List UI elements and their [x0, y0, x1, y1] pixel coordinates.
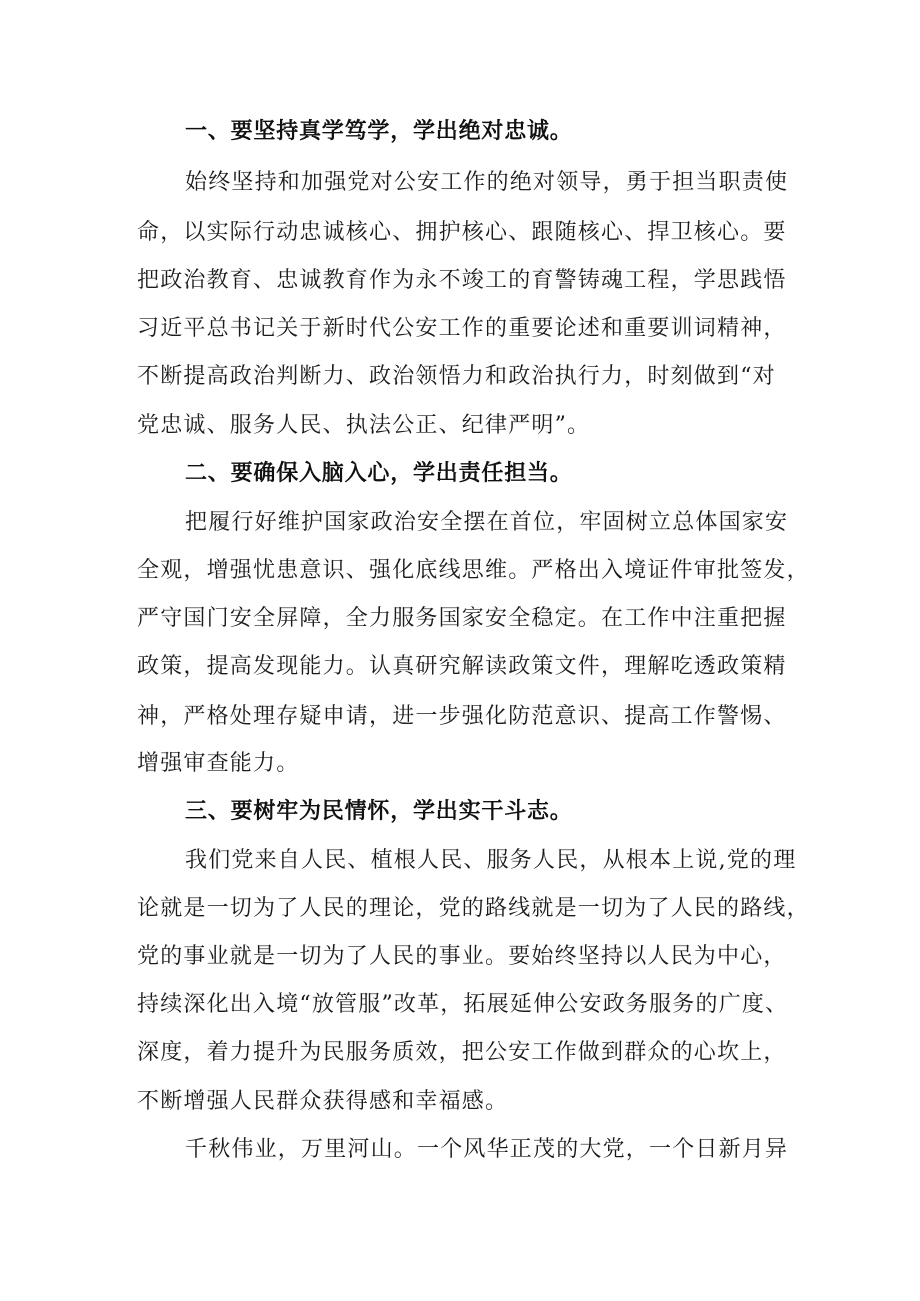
paragraph-line: 我们党来自人民、植根人民、服务人民，从根本上说,党的理: [185, 848, 797, 873]
paragraph-line: 不断增强人民群众获得感和幸福感。: [137, 1089, 509, 1114]
paragraph-line: 政策，提高发现能力。认真研究解读政策文件，理解吃透政策精: [137, 654, 787, 679]
paragraph-line: 深度，着力提升为民服务质效，把公安工作做到群众的心坎上，: [137, 1040, 787, 1065]
section-heading-2: 二、要确保入脑入心，学出责任担当。: [185, 461, 573, 486]
paragraph-line: 增强审查能力。: [137, 751, 300, 776]
paragraph-line: 持续深化出入境“放管服”改革，拓展延伸公安政务服务的广度、: [137, 992, 789, 1017]
paragraph-line: 命，以实际行动忠诚核心、拥护核心、跟随核心、捍卫核心。要: [137, 220, 787, 245]
paragraph-line: 习近平总书记关于新时代公安工作的重要论述和重要训词精神，: [137, 316, 787, 341]
paragraph-line: 论就是一切为了人民的理论，党的路线就是一切为了人民的路线，: [137, 896, 810, 921]
paragraph-line: 不断提高政治判断力、政治领悟力和政治执行力，时刻做到“对: [137, 364, 776, 389]
paragraph-line: 党忠诚、服务人民、执法公正、纪律严明”。: [137, 413, 591, 438]
paragraph-line: 神，严格处理存疑申请，进一步强化防范意识、提高工作警惕、: [137, 704, 787, 729]
section-heading-1: 一、要坚持真学笃学，学出绝对忠诚。: [185, 119, 573, 144]
paragraph-line: 把政治教育、忠诚教育作为永不竣工的育警铸魂工程，学思践悟: [137, 268, 787, 293]
paragraph-line: 党的事业就是一切为了人民的事业。要始终坚持以人民为中心，: [137, 944, 787, 969]
paragraph-line: 把履行好维护国家政治安全摆在首位，牢固树立总体国家安: [185, 510, 789, 535]
section-heading-3: 三、要树牢为民情怀，学出实干斗志。: [185, 799, 573, 824]
paragraph-line: 千秋伟业，万里河山。一个风华正茂的大党，一个日新月异: [185, 1137, 789, 1162]
paragraph-line: 始终坚持和加强党对公安工作的绝对领导，勇于担当职责使: [185, 170, 789, 195]
paragraph-line: 全观，增强忧患意识、强化底线思维。严格出入境证件审批签发，: [137, 558, 810, 583]
paragraph-line: 严守国门安全屏障，全力服务国家安全稳定。在工作中注重把握: [137, 606, 787, 631]
